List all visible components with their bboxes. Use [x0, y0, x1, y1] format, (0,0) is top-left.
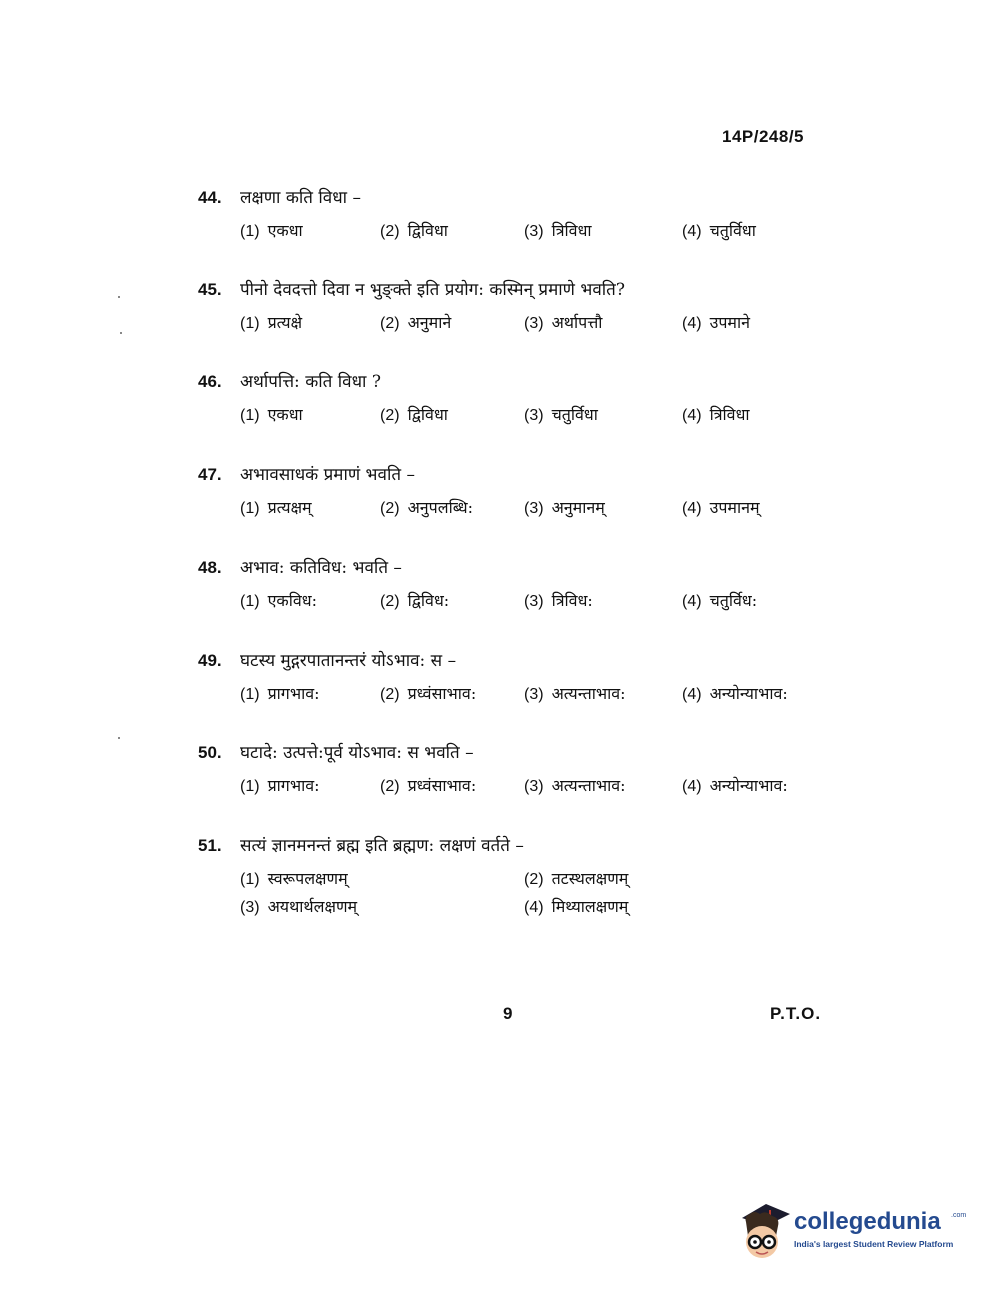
option-4: (4) उपमानम् [682, 498, 760, 517]
question-48 [198, 555, 838, 615]
option-2: (2) द्विविध: [380, 591, 450, 610]
option-1: (1) स्वरूपलक्षणम् [240, 869, 348, 888]
margin-speck [118, 737, 120, 739]
option-1: (1) प्रत्यक्षे [240, 313, 303, 332]
options-grid [198, 867, 838, 917]
question-number: 50. [198, 743, 222, 762]
option-3: (3) चतुर्विधा [524, 405, 598, 424]
question-number: 45. [198, 280, 222, 299]
option-3: (3) अत्यन्ताभाव: [524, 684, 626, 703]
option-4: (4) त्रिविधा [682, 405, 750, 424]
option-4: (4) चतुर्विधा [682, 221, 756, 240]
brand-tagline: India's largest Student Review Platform [794, 1239, 954, 1249]
options-row [198, 219, 838, 245]
option-1: (1) प्रत्यक्षम् [240, 498, 312, 517]
question-46 [198, 369, 838, 429]
paper-code: 14P/248/5 [722, 127, 805, 146]
option-3: (3) त्रिविधा [524, 221, 592, 240]
question-number: 47. [198, 465, 222, 484]
options-row [198, 496, 838, 522]
question-number: 51. [198, 836, 222, 855]
margin-speck [118, 296, 120, 298]
question-number: 44. [198, 188, 222, 207]
question-47 [198, 462, 838, 522]
question-text: अर्थापत्ति: कति विधा ? [240, 372, 381, 392]
options-row [198, 589, 838, 615]
question-text: लक्षणा कति विधा – [240, 188, 361, 208]
question-text: सत्यं ज्ञानमनन्तं ब्रह्म इति ब्रह्मण: लक्षणं वर्तते – [240, 836, 524, 856]
question-number: 48. [198, 558, 222, 577]
option-1: (1) एकविध: [240, 591, 317, 610]
page-number: 9 [503, 1004, 513, 1023]
question-45 [198, 277, 838, 337]
option-3: (3) अयथार्थलक्षणम् [240, 897, 358, 916]
option-4: (4) मिथ्यालक्षणम् [524, 897, 629, 916]
question-text: पीनो देवदत्तो दिवा न भुङ्क्ते इति प्रयोग: कस्मिन् प्रमाणे भवति? [240, 280, 625, 300]
options-row [198, 403, 838, 429]
option-3: (3) अनुमानम् [524, 498, 605, 517]
option-4: (4) अन्योन्याभाव: [682, 776, 788, 795]
option-1: (1) एकधा [240, 221, 303, 240]
margin-speck [120, 332, 122, 334]
option-2: (2) प्रध्वंसाभाव: [380, 776, 477, 795]
option-3: (3) अर्थापत्तौ [524, 313, 603, 332]
option-2: (2) द्विविधा [380, 405, 448, 424]
option-3: (3) त्रिविध: [524, 591, 593, 610]
brand-domain: .com [951, 1212, 967, 1219]
mascot-icon [736, 1196, 792, 1266]
option-4: (4) अन्योन्याभाव: [682, 684, 788, 703]
option-1: (1) प्रागभाव: [240, 776, 320, 795]
option-3: (3) अत्यन्ताभाव: [524, 776, 626, 795]
option-1: (1) प्रागभाव: [240, 684, 320, 703]
question-number: 46. [198, 372, 222, 391]
options-row [198, 774, 838, 800]
question-44 [198, 185, 838, 245]
option-2: (2) अनुमाने [380, 313, 452, 332]
option-4: (4) उपमाने [682, 313, 751, 332]
option-4: (4) चतुर्विध: [682, 591, 758, 610]
question-text: अभावसाधकं प्रमाणं भवति – [240, 465, 415, 485]
pto-label: P.T.O. [770, 1004, 822, 1023]
options-row [198, 311, 838, 337]
question-text: घटस्य मुद्गरपातानन्तरं योऽभाव: स – [240, 651, 457, 671]
collegedunia-watermark [736, 1196, 966, 1266]
question-49 [198, 648, 838, 708]
question-50 [198, 740, 838, 800]
options-row [198, 682, 838, 708]
question-text: अभाव: कतिविध: भवति – [240, 558, 402, 578]
brand-name: collegedunia [794, 1208, 941, 1235]
question-text: घटादे: उत्पत्ते:पूर्व योऽभाव: स भवति – [240, 743, 474, 763]
option-2: (2) द्विविधा [380, 221, 448, 240]
option-1: (1) एकधा [240, 405, 303, 424]
option-2: (2) प्रध्वंसाभाव: [380, 684, 477, 703]
option-2: (2) तटस्थलक्षणम् [524, 869, 629, 888]
question-number: 49. [198, 651, 222, 670]
option-2: (2) अनुपलब्धि: [380, 498, 474, 517]
question-51 [198, 833, 838, 917]
